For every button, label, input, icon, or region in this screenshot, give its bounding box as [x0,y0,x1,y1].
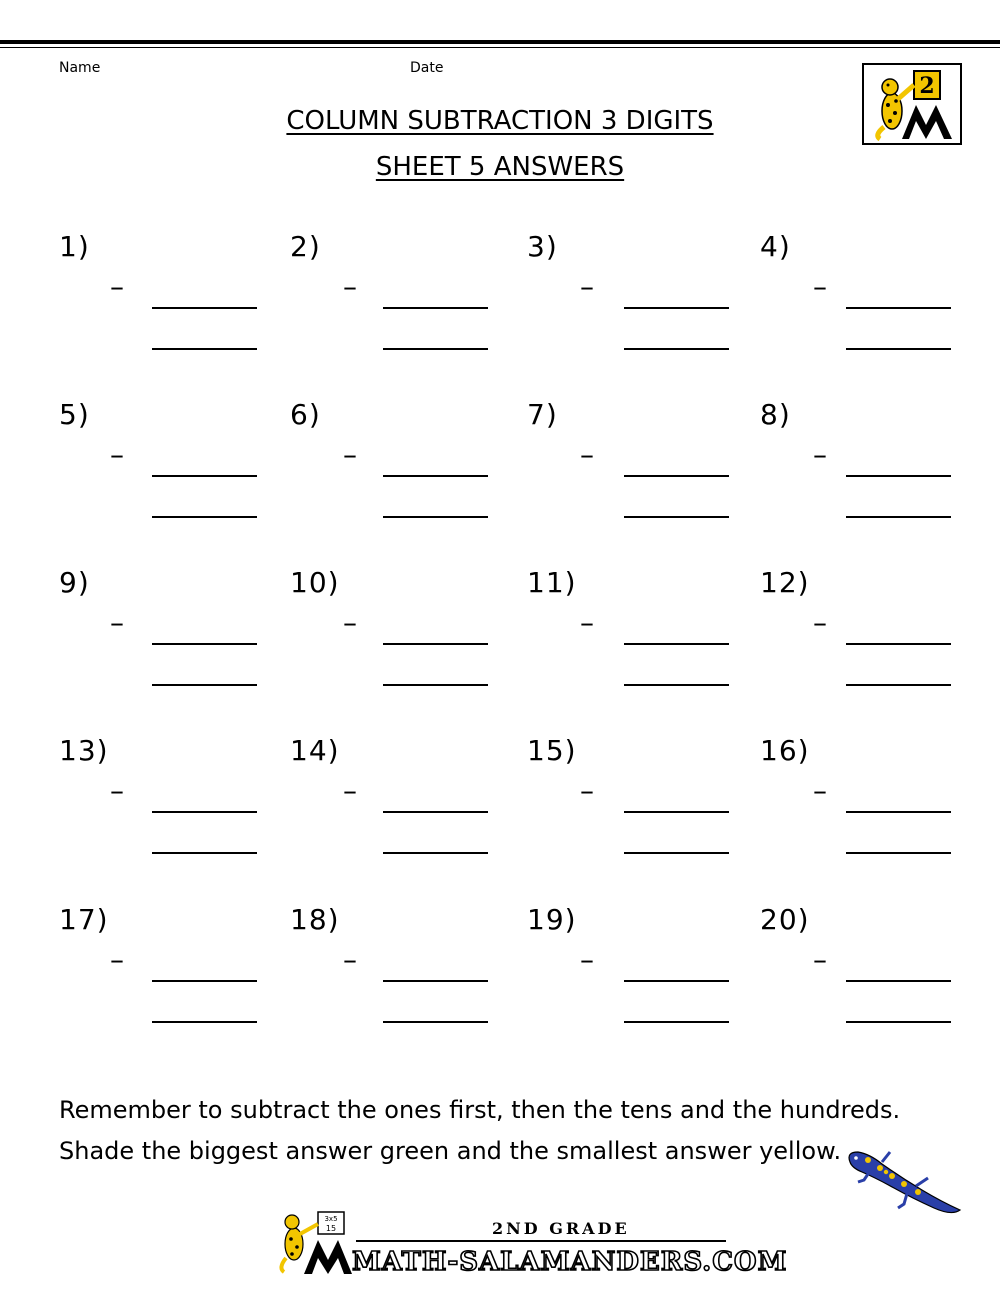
problem-number: 3) [527,230,558,263]
problem-number: 4) [760,230,791,263]
minus-sign: – [343,438,357,471]
minus-sign: – [110,438,124,471]
answer-underline [846,684,951,686]
name-label: Name [59,60,101,76]
answer-underline [846,516,951,518]
minus-sign: – [813,438,827,471]
problem-number: 10) [290,566,340,599]
subtraction-line [152,811,257,813]
date-label: Date [410,60,444,76]
subtraction-line [846,307,951,309]
minus-sign: – [110,943,124,976]
answer-underline [152,1021,257,1023]
minus-sign: – [110,270,124,303]
answer-underline [624,516,729,518]
minus-sign: – [813,270,827,303]
minus-sign: – [343,606,357,639]
subtraction-line [624,643,729,645]
problem-number: 6) [290,398,321,431]
problem-number: 15) [527,734,577,767]
minus-sign: – [580,270,594,303]
problem-number: 16) [760,734,810,767]
problem-number: 9) [59,566,90,599]
subtraction-line [624,307,729,309]
salamander-logo-icon [864,65,960,143]
minus-sign: – [343,270,357,303]
subtraction-line [152,475,257,477]
math-salamanders-wordmark [272,1210,788,1277]
answer-underline [152,684,257,686]
subtraction-line [152,980,257,982]
problem-number: 11) [527,566,577,599]
problem-number: 20) [760,903,810,936]
worksheet-subtitle: SHEET 5 ANSWERS [375,152,625,182]
svg-text:MATH-SALAMANDERS.COM: MATH-SALAMANDERS.COM [352,1247,788,1277]
minus-sign: – [813,943,827,976]
subtraction-line [624,811,729,813]
answer-underline [624,684,729,686]
subtraction-line [383,980,488,982]
blue-salamander-icon [842,1146,966,1224]
problem-number: 18) [290,903,340,936]
answer-underline [846,852,951,854]
answer-underline [383,852,488,854]
minus-sign: – [580,438,594,471]
problem-number: 17) [59,903,109,936]
minus-sign: – [580,943,594,976]
subtraction-line [383,643,488,645]
minus-sign: – [813,606,827,639]
problem-number: 5) [59,398,90,431]
minus-sign: – [110,774,124,807]
answer-underline [624,348,729,350]
minus-sign: – [343,943,357,976]
problem-number: 2) [290,230,321,263]
subtraction-line [846,980,951,982]
answer-underline [846,348,951,350]
minus-sign: – [813,774,827,807]
answer-underline [383,516,488,518]
svg-text:15: 15 [325,1224,337,1233]
answer-underline [624,852,729,854]
minus-sign: – [343,774,357,807]
answer-underline [624,1021,729,1023]
math-salamanders-logo [862,63,962,145]
subtraction-line [152,643,257,645]
subtraction-line [846,475,951,477]
subtraction-line [383,811,488,813]
problem-number: 19) [527,903,577,936]
subtraction-line [152,307,257,309]
subtraction-line [846,643,951,645]
footer-logo [272,1210,788,1280]
svg-text:2: 2 [919,73,935,99]
problem-number: 14) [290,734,340,767]
top-rule-thin [0,47,1000,48]
svg-text:2ND GRADE: 2ND GRADE [492,1219,630,1238]
minus-sign: – [580,606,594,639]
answer-underline [152,348,257,350]
problem-number: 13) [59,734,109,767]
minus-sign: – [110,606,124,639]
subtraction-line [624,980,729,982]
answer-underline [846,1021,951,1023]
minus-sign: – [580,774,594,807]
subtraction-line [383,475,488,477]
problem-number: 1) [59,230,90,263]
problem-number: 12) [760,566,810,599]
answer-underline [152,852,257,854]
answer-underline [152,516,257,518]
subtraction-line [624,475,729,477]
subtraction-line [383,307,488,309]
answer-underline [383,348,488,350]
svg-text:3x5: 3x5 [324,1215,338,1223]
worksheet-title: COLUMN SUBTRACTION 3 DIGITS [286,106,714,136]
top-rule [0,40,1000,44]
problem-number: 8) [760,398,791,431]
instruction-line-2: Shade the biggest answer green and the smallest answer yellow. [59,1137,842,1165]
answer-underline [383,684,488,686]
problem-number: 7) [527,398,558,431]
instruction-line-1: Remember to subtract the ones first, then the tens and the hundreds. [59,1096,901,1124]
subtraction-line [846,811,951,813]
answer-underline [383,1021,488,1023]
